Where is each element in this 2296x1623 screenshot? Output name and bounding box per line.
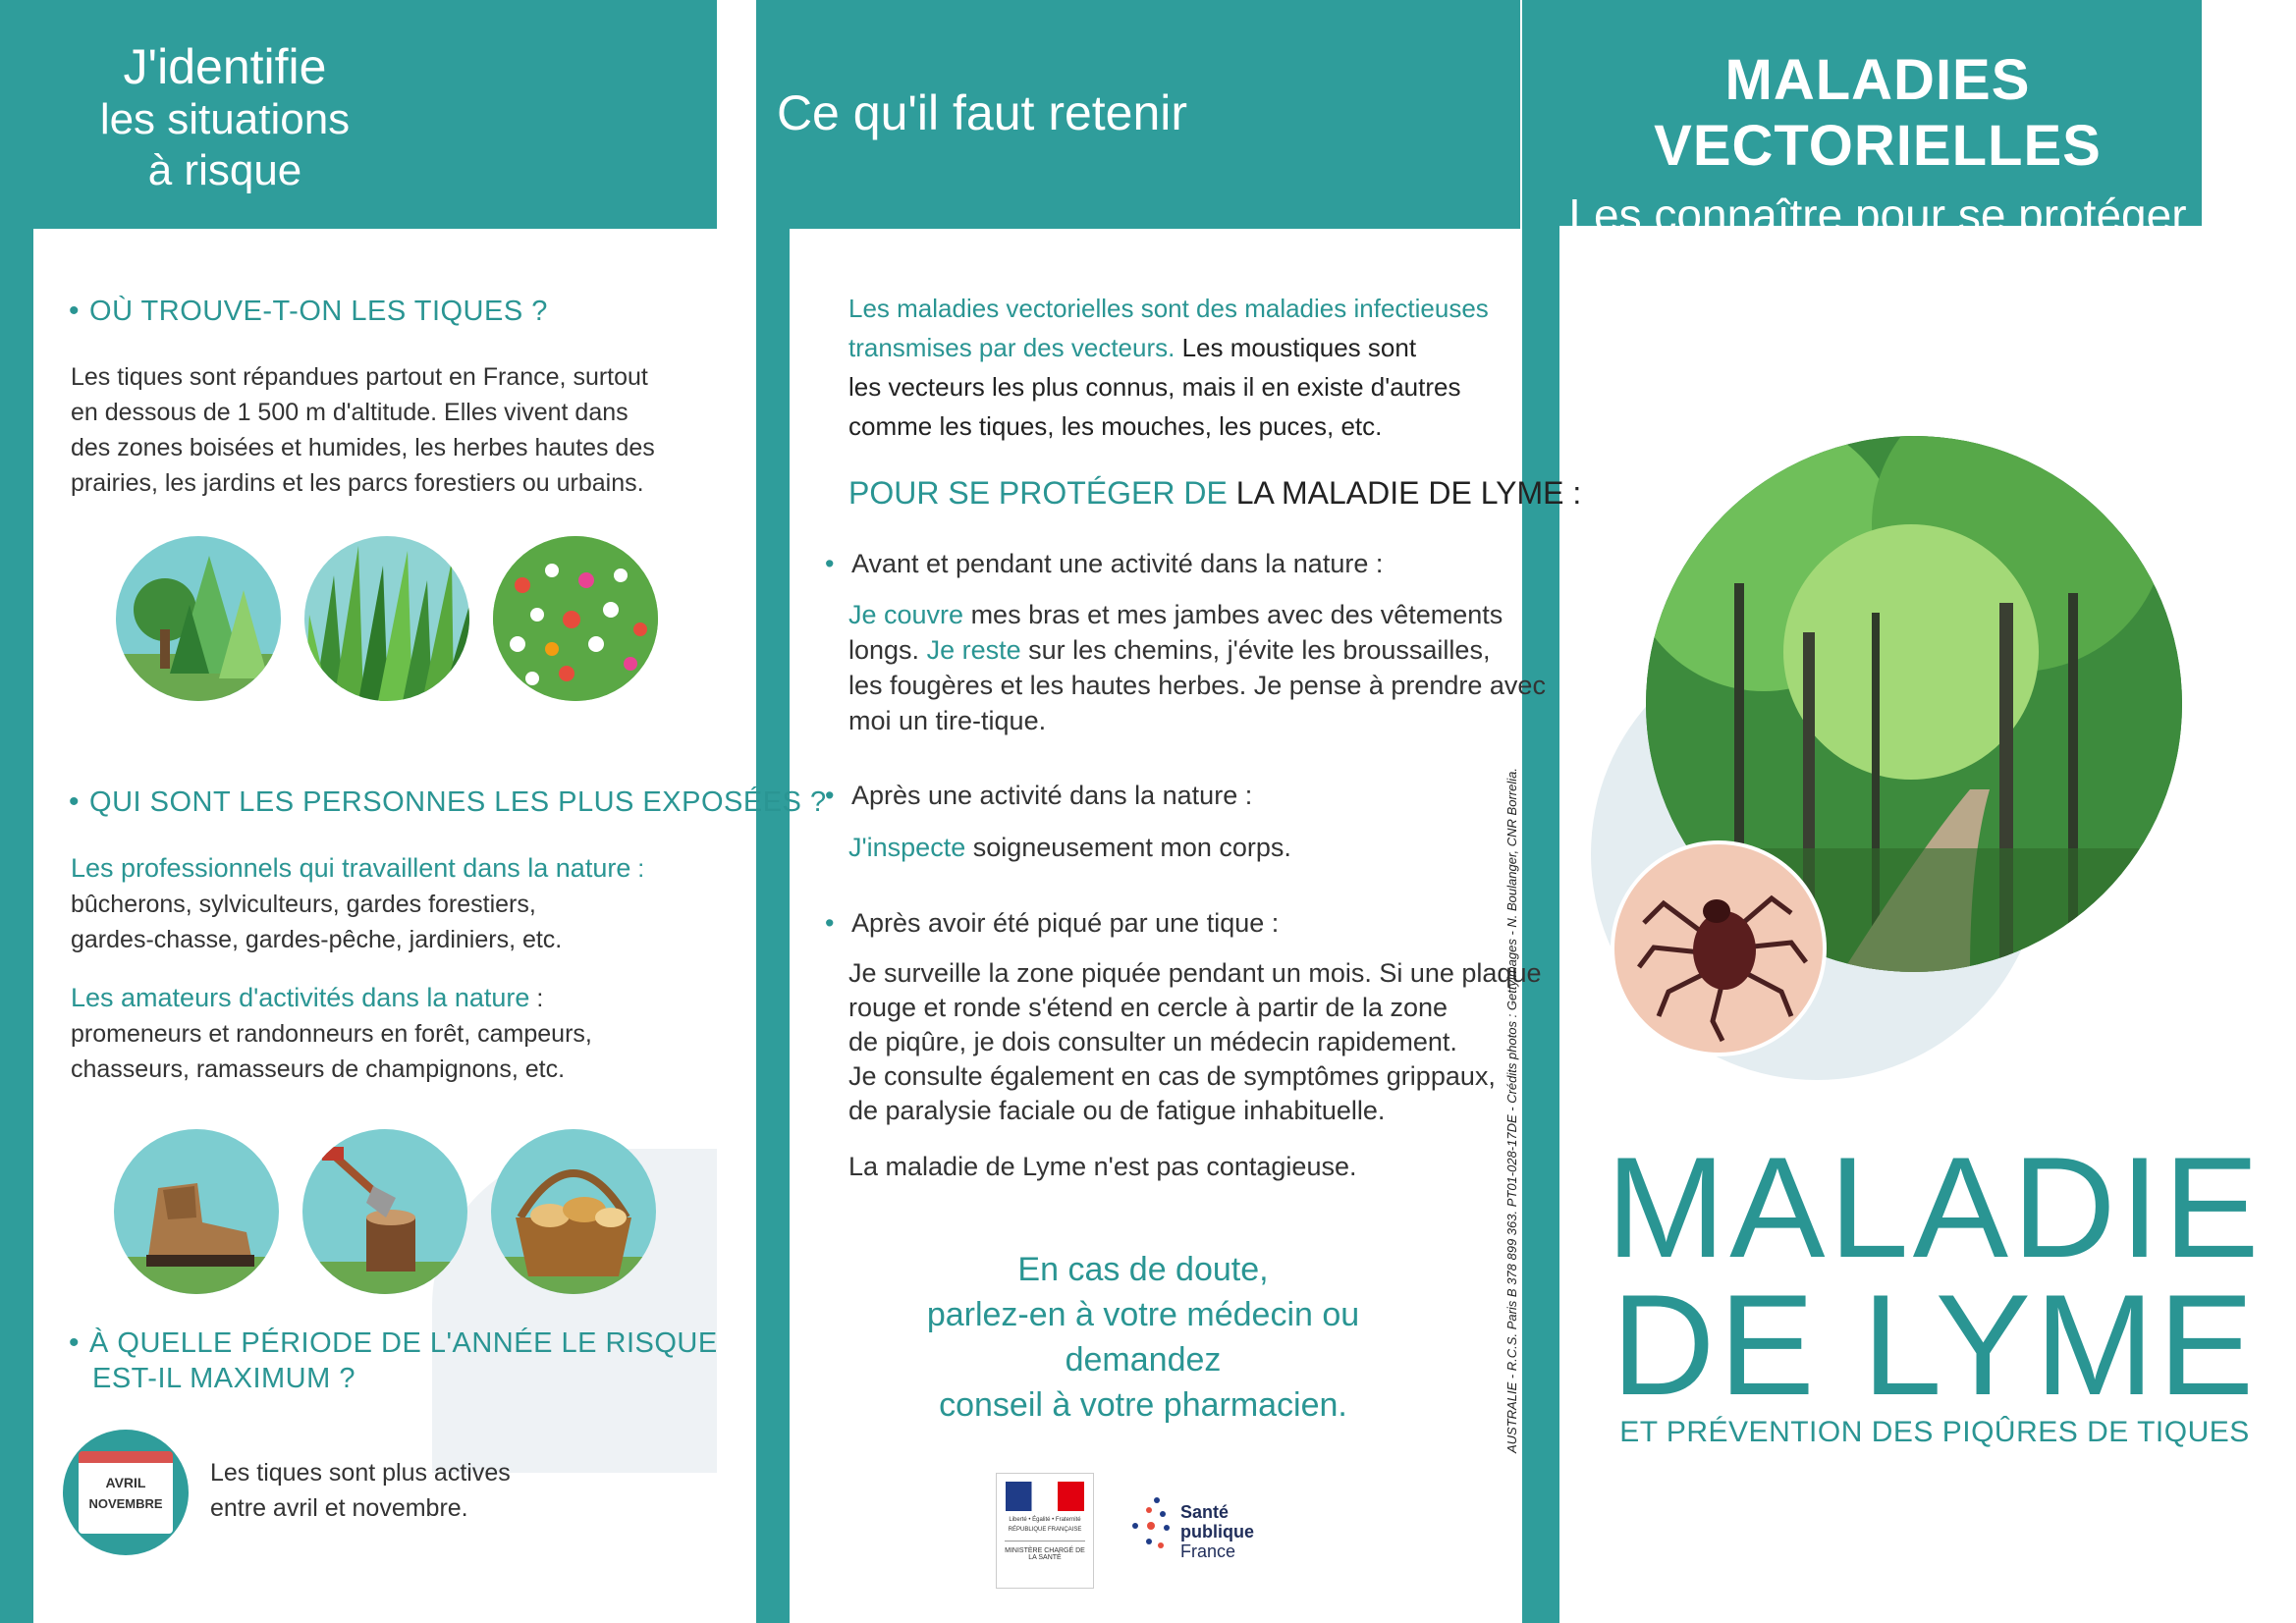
after-bite-text: Je surveille la zone piquée pendant un mois. Si une plaque rouge et ronde s'étend en cercle à partir de la zone de piqûre, je dois consulter un médecin rapidement. Je consulte également en cas de symptômes grippaux, de paralysie faciale ou de fatigue inhabituelle. (848, 958, 1542, 1125)
hiking-boot-icon (114, 1129, 279, 1294)
panel1-header (0, 0, 450, 229)
tick-icon (1611, 840, 1827, 1056)
bullet-after-activity: • Après une activité dans la nature : (825, 781, 1253, 810)
panel2-header (756, 0, 1208, 229)
calendar-month-end: NOVEMBRE (88, 1496, 163, 1511)
main-title: MALADIE DE LYME (1606, 1127, 2264, 1425)
protect-heading: POUR SE PROTÉGER DE LA MALADIE DE LYME : (848, 475, 1582, 511)
bullet-icon: • (69, 1326, 81, 1359)
sante-publique-logo: Santé publique France (1127, 1490, 1265, 1569)
bullet-icon: • (825, 781, 835, 810)
before-activity-text: Je couvre mes bras et mes jambes avec des vêtements longs. Je reste sur les chemins, j'évite les broussailles, les fougères et les hautes herbes. Je pense à prendre avec moi un tire-tique. (848, 600, 1546, 735)
marianne-icon (1006, 1482, 1084, 1511)
bullet-icon: • (825, 549, 835, 578)
amateurs-block: Les amateurs d'activités dans la nature : promeneurs et randonneurs en forêt, campeurs, chasseurs, ramasseurs de champignons, etc. (71, 983, 592, 1083)
panel1-header-line3: à risque (147, 146, 302, 194)
panel1-header-line1: J'identifie (123, 39, 327, 94)
after-activity-text: J'inspecte soigneusement mon corps. (848, 833, 1291, 862)
mushroom-basket-icon (491, 1129, 656, 1294)
period-text: Les tiques sont plus actives entre avril et novembre. (210, 1459, 511, 1522)
panel2-title: Ce qu'il faut retenir (776, 85, 1188, 140)
ministry-logo: Liberté • Égalité • Fraternité RÉPUBLIQUE FRANÇAISE MINISTÈRE CHARGÉ DE LA SANTÉ (996, 1473, 1094, 1589)
professionals-block: Les professionnels qui travaillent dans la nature : bûcherons, sylviculteurs, gardes forestiers, gardes-chasse, gardes-pêche, jardiniers, etc. (71, 853, 645, 953)
bullet-icon: • (825, 908, 835, 938)
professionals-label: Les professionnels qui travaillent dans la nature (71, 853, 631, 883)
panel3-header-line2: Les connaître pour se protéger (1568, 189, 2187, 241)
main-subtitle: ET PRÉVENTION DES PIQÛRES DE TIQUES (1619, 1416, 2250, 1448)
amateurs-label: Les amateurs d'activités dans la nature (71, 983, 530, 1012)
question-risk-period: • À QUELLE PÉRIODE DE L'ANNÉE LE RISQUE EST-IL MAXIMUM ? (69, 1326, 718, 1394)
not-contagious-note: La maladie de Lyme n'est pas contagieuse. (848, 1152, 1357, 1181)
panel3-header (1554, 0, 2202, 241)
calendar-icon (63, 1430, 189, 1555)
axe-stump-icon (302, 1129, 467, 1294)
sante-dots-icon (1127, 1490, 1175, 1569)
intro-paragraph: Les maladies vectorielles sont des maladies infectieuses transmises par des vecteurs. Les moustiques sont les vecteurs les plus connus, mais il en existe d'autres comme les tiques, les mouches, les puces, etc. (848, 294, 1489, 441)
doctor-advice: En cas de doute, parlez-en à votre médecin ou demandez conseil à votre pharmacien. (926, 1251, 1360, 1424)
tall-grass-icon (304, 536, 469, 701)
meadow-flowers-icon (493, 536, 658, 701)
bullet-before-activity: • Avant et pendant une activité dans la nature : (825, 549, 1384, 578)
where-ticks-text: Les tiques sont répandues partout en France, surtout en dessous de 1 500 m d'altitude. Elles vivent dans des zones boisées et humides, les herbes hautes des prairies, les jardins et les parcs forestiers ou urbains. (71, 363, 655, 497)
bullet-icon: • (69, 295, 81, 327)
panel3-teal-border (1522, 0, 1559, 1623)
bullet-after-bite: • Après avoir été piqué par une tique : (825, 908, 1280, 938)
forest-icon (116, 536, 281, 701)
panel3-header-line1: MALADIES VECTORIELLES (1654, 48, 2102, 178)
calendar-month-start: AVRIL (105, 1475, 146, 1490)
bullet-icon: • (69, 785, 81, 818)
question-exposed-people: • QUI SONT LES PERSONNES LES PLUS EXPOSÉES ? (69, 785, 827, 818)
question-where-ticks: • OÙ TROUVE-T-ON LES TIQUES ? (69, 295, 548, 327)
photo-credits: AUSTRALIE - R.C.S. Paris B 378 899 363. PT01-028-17DE - Crédits photos : Gettyimages - N. Boulanger, CNR Borrelia. (1504, 768, 1519, 1453)
panel1-header-line2: les situations (99, 95, 351, 143)
